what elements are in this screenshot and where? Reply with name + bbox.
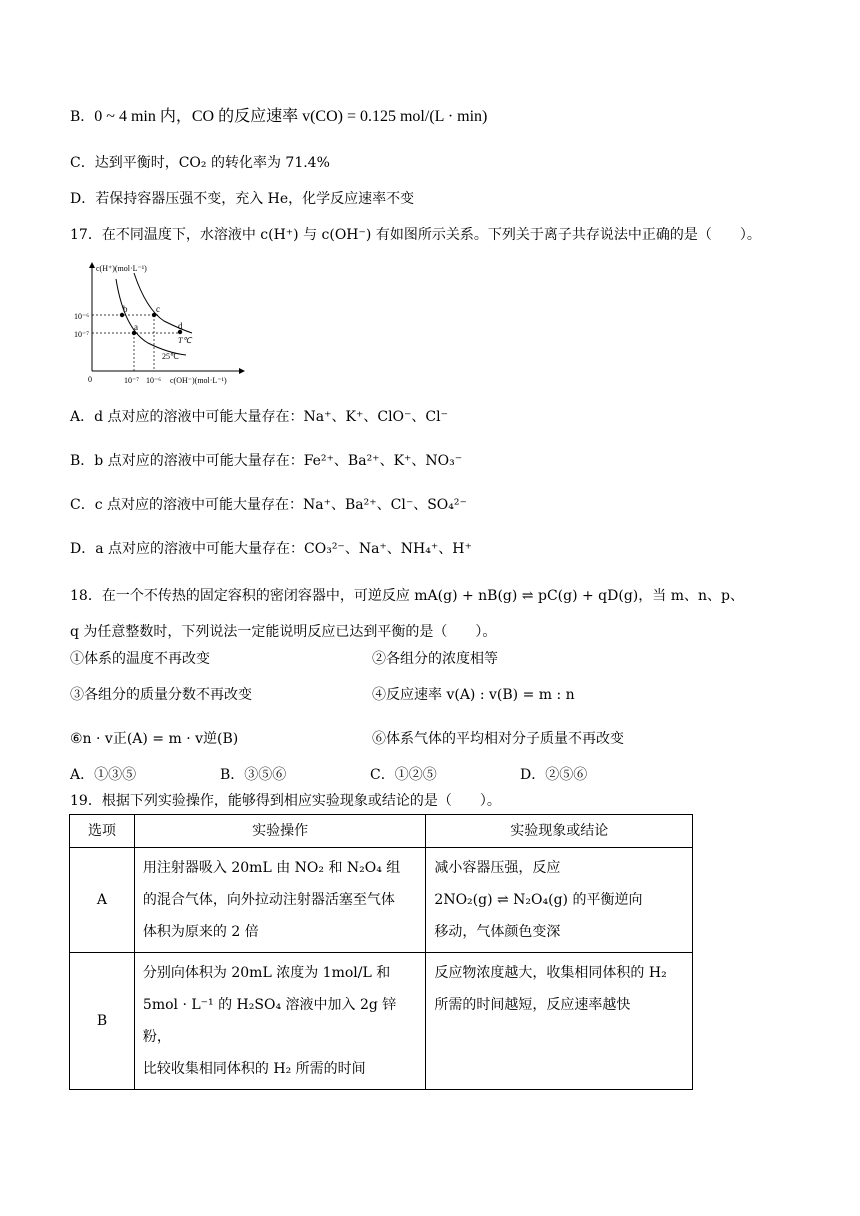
q17-option-a: A．d 点对应的溶液中可能大量存在：Na⁺、K⁺、ClO⁻、Cl⁻: [70, 409, 448, 425]
row-option: B: [70, 953, 135, 1090]
q16-option-b: [70, 106, 487, 128]
option-label: B．: [70, 109, 95, 125]
row-result: [426, 848, 693, 953]
table-row: [70, 953, 693, 1090]
point-label-a: a: [134, 322, 138, 332]
operation-line: 用注射器吸入 20mL 由 NO₂ 和 N₂O₄ 组: [142, 860, 401, 876]
y-tick-1: 10⁻⁶: [74, 312, 90, 321]
x-tick-1: 10⁻⁷: [124, 376, 140, 385]
row-operation: [134, 848, 425, 953]
y-tick-2: 10⁻⁷: [74, 330, 90, 339]
q17-stem: 17．在不同温度下，水溶液中 c(H⁺) 与 c(OH⁻) 有如图所示关系。下列关于离子共存说法中正确的是（ ）。: [70, 227, 761, 243]
q16-option-d: [70, 188, 414, 210]
operation-line: 体积为原来的 2 倍: [142, 924, 259, 940]
q18-option-b: B．③⑤⑥: [220, 767, 287, 783]
curve-label-t: T℃: [178, 336, 192, 345]
row-option: A: [70, 848, 135, 953]
q18-option-d: D．②⑤⑥: [520, 767, 588, 783]
option-text: 若保持容器压强不变，充入 He，化学反应速率不变: [95, 191, 415, 207]
q18-option-c: C．①②⑤: [370, 767, 437, 783]
point-label-b: b: [123, 304, 128, 314]
x-axis-label: c(OH⁻)(mol·L⁻¹): [170, 376, 227, 385]
point-label-c: c: [156, 304, 160, 314]
header-operation: 实验操作: [134, 815, 425, 848]
option-text: 达到平衡时，CO₂ 的转化率为 71.4%: [94, 155, 330, 171]
q18-stem-line2: q 为任意整数时，下列说法一定能说明反应已达到平衡的是（ ）。: [70, 624, 497, 640]
curve-25c: [116, 279, 186, 355]
point-label-d: d: [178, 321, 183, 331]
row-result: [426, 953, 693, 1090]
q18-item-3: ③各组分的质量分数不再改变: [70, 687, 252, 703]
q18-item-5: ⑥n · v正(A) = m · v逆(B): [70, 731, 239, 747]
q19-stem: 19．根据下列实验操作，能够得到相应实验现象或结论的是（ ）。: [70, 793, 501, 809]
q18-stem-line1: 18．在一个不传热的固定容积的密闭容器中，可逆反应 mA(g) + nB(g) ⇌ pC(g) + qD(g)，当 m、n、p、: [70, 588, 744, 604]
table-header-row: [70, 815, 693, 848]
header-result: 实验现象或结论: [426, 815, 693, 848]
q17-option-c: C．c 点对应的溶液中可能大量存在：Na⁺、Ba²⁺、Cl⁻、SO₄²⁻: [70, 497, 467, 513]
result-line: 反应物浓度越大，收集相同体积的 H₂: [434, 965, 667, 981]
curve-t: [134, 273, 192, 333]
header-option: 选项: [70, 815, 135, 848]
result-line: 移动，气体颜色变深: [434, 924, 561, 940]
q17-option-d: D．a 点对应的溶液中可能大量存在：CO₃²⁻、Na⁺、NH₄⁺、H⁺: [70, 541, 472, 557]
result-line: 2NO₂(g) ⇌ N₂O₄(g) 的平衡逆向: [434, 892, 643, 908]
curve-label-25: 25℃: [162, 352, 179, 361]
origin-label: 0: [88, 375, 92, 384]
q18-options: [70, 764, 670, 786]
q18-item-2: ②各组分的浓度相等: [372, 651, 498, 667]
q16-option-c: [70, 152, 330, 174]
table-row: [70, 848, 693, 953]
operation-line: 的混合气体，向外拉动注射器活塞至气体: [142, 892, 395, 908]
y-axis-label: c(H⁺)(mol·L⁻¹): [96, 264, 147, 273]
q18-item-4: ④反应速率 v(A) : v(B) = m : n: [372, 687, 575, 703]
operation-line: 比较收集相同体积的 H₂ 所需的时间: [142, 1061, 366, 1077]
result-line: 所需的时间越短，反应速率越快: [434, 997, 631, 1013]
experiment-table: [69, 814, 693, 1090]
option-label: D．: [70, 191, 96, 207]
ion-product-graph: [72, 259, 252, 387]
row-operation: [134, 953, 425, 1090]
operation-line: 5mol · L⁻¹ 的 H₂SO₄ 溶液中加入 2g 锌粉，: [142, 997, 397, 1045]
q17-option-b: B．b 点对应的溶液中可能大量存在：Fe²⁺、Ba²⁺、K⁺、NO₃⁻: [70, 453, 463, 469]
option-text: 0 ~ 4 min 内，CO 的反应速率 v(CO) = 0.125 mol/(L · min): [94, 108, 488, 125]
x-tick-2: 10⁻⁶: [146, 376, 162, 385]
result-line: 减小容器压强，反应: [434, 860, 561, 876]
q18-item-6: ⑥体系气体的平均相对分子质量不再改变: [372, 731, 624, 747]
q18-item-1: ①体系的温度不再改变: [70, 651, 210, 667]
operation-line: 分别向体积为 20mL 浓度为 1mol/L 和: [142, 965, 391, 981]
option-label: C．: [70, 155, 95, 171]
q18-option-a: A．①③⑤: [70, 767, 137, 783]
